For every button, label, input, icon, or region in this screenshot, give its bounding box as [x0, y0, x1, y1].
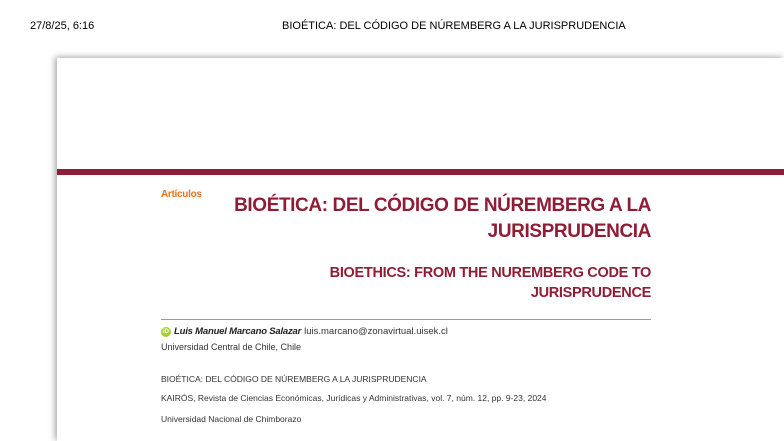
article-title-english: [231, 263, 651, 303]
orcid-icon[interactable]: iD: [163, 328, 169, 335]
header-accent-bar: [57, 169, 784, 175]
print-header: [0, 0, 784, 40]
meta-publisher: Universidad Nacional de Chimborazo: [161, 414, 302, 424]
author-affiliation: Universidad Central de Chile, Chile: [161, 342, 302, 352]
author-name: Luis Manuel Marcano Salazar: [174, 326, 302, 337]
title-en-line-2: JURISPRUDENCE: [530, 285, 651, 301]
meta-journal-citation: KAIRÓS, Revista de Ciencias Económicas, Jurídicas y Administrativas, vol. 7, núm. 12, pp. 9-23, 2024: [161, 393, 547, 403]
print-title: BIOÉTICA: DEL CÓDIGO DE NÚREMBERG A LA JURISPRUDENCIA: [282, 20, 626, 32]
title-divider: [161, 319, 651, 320]
document-page: [57, 58, 784, 441]
meta-article-title: BIOÉTICA: DEL CÓDIGO DE NÚREMBERG A LA JURISPRUDENCIA: [161, 374, 427, 384]
title-es-line-1: BIOÉTICA: DEL CÓDIGO DE NÚREMBERG A LA: [234, 195, 651, 216]
print-date: 27/8/25, 6:16: [30, 20, 95, 32]
title-en-line-1: BIOETHICS: FROM THE NUREMBERG CODE TO: [329, 265, 651, 281]
section-label: Artículos: [161, 189, 202, 200]
author-email[interactable]: luis.marcano@zonavirtual.uisek.cl: [304, 326, 448, 337]
author-line: [161, 326, 448, 337]
article-title-spanish: [231, 193, 651, 245]
title-es-line-2: JURISPRUDENCIA: [487, 221, 651, 242]
